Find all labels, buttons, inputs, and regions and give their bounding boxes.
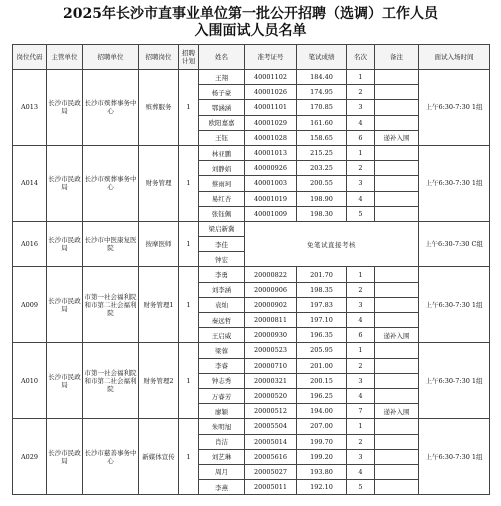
cell-remark (375, 419, 419, 434)
cell-name: 周月 (199, 464, 245, 479)
cell-post-code: A010 (13, 343, 47, 419)
cell-rank: 2 (347, 161, 375, 176)
cell-remark (375, 206, 419, 221)
table-row (13, 419, 490, 434)
cell-post: 新媒体宣传 (139, 419, 179, 495)
cell-name: 张钰佩 (199, 206, 245, 221)
header-dept: 主管单位 (47, 45, 83, 70)
cell-score: 201.00 (297, 358, 347, 373)
header-post: 招聘岗位 (139, 45, 179, 70)
cell-name: 万睿芳 (199, 388, 245, 403)
cell-score: 174.95 (297, 85, 347, 100)
cell-rank: 3 (347, 100, 375, 115)
cell-score: 192.10 (297, 480, 347, 495)
cell-name: 钟志秀 (199, 373, 245, 388)
cell-name: 肖洁 (199, 434, 245, 449)
cell-score: 198.90 (297, 191, 347, 206)
cell-ticket: 40001003 (245, 176, 297, 191)
cell-name: 刘艺琳 (199, 449, 245, 464)
cell-unit: 长沙市殡葬事务中心 (83, 70, 139, 146)
cell-remark: 递补入围 (375, 130, 419, 145)
cell-score: 201.70 (297, 267, 347, 282)
cell-remark (375, 464, 419, 479)
cell-remark (375, 115, 419, 130)
cell-unit: 长沙市殡葬事务中心 (83, 145, 139, 221)
header-name: 姓名 (199, 45, 245, 70)
table-row (13, 70, 490, 85)
cell-ticket: 40001009 (245, 206, 297, 221)
table-row (13, 145, 490, 160)
cell-remark (375, 373, 419, 388)
header-unit: 招聘单位 (83, 45, 139, 70)
table-row (13, 221, 490, 236)
cell-remark (375, 480, 419, 495)
cell-unit: 长沙市中医康复医院 (83, 221, 139, 267)
cell-interview-time: 上午6:30-7:30 1组 (419, 70, 490, 146)
table-row (13, 267, 490, 282)
cell-name: 王翔 (199, 70, 245, 85)
cell-score: 200.15 (297, 373, 347, 388)
cell-score: 158.65 (297, 130, 347, 145)
cell-score: 184.40 (297, 70, 347, 85)
cell-score: 197.10 (297, 313, 347, 328)
cell-name: 杨子豪 (199, 85, 245, 100)
cell-ticket: 40000926 (245, 161, 297, 176)
cell-remark (375, 449, 419, 464)
cell-ticket: 20005027 (245, 464, 297, 479)
cell-dept: 长沙市民政局 (47, 419, 83, 495)
header-row (13, 45, 490, 70)
cell-post-code: A029 (13, 419, 47, 495)
cell-rank: 4 (347, 464, 375, 479)
table-row (13, 343, 490, 358)
cell-name: 李勇 (199, 267, 245, 282)
cell-remark (375, 434, 419, 449)
cell-name: 蔡雨珂 (199, 176, 245, 191)
cell-interview-time: 上午6:30-7:30 C组 (419, 221, 490, 267)
cell-post: 财务管理2 (139, 343, 179, 419)
cell-remark (375, 85, 419, 100)
cell-post: 殡葬服务 (139, 70, 179, 146)
cell-score: 198.35 (297, 282, 347, 297)
cell-score: 170.85 (297, 100, 347, 115)
cell-rank: 4 (347, 388, 375, 403)
header-interview: 面试入场时间 (419, 45, 490, 70)
cell-rank: 2 (347, 85, 375, 100)
cell-dept: 长沙市民政局 (47, 70, 83, 146)
cell-remark (375, 70, 419, 85)
cell-remark (375, 358, 419, 373)
cell-score: 194.00 (297, 404, 347, 419)
cell-rank: 3 (347, 373, 375, 388)
cell-name: 朱明旭 (199, 419, 245, 434)
cell-remark (375, 313, 419, 328)
cell-unit: 长沙市慈善事务中心 (83, 419, 139, 495)
header-ticket: 准考证号 (245, 45, 297, 70)
cell-ticket: 20000930 (245, 328, 297, 343)
cell-name: 刘静娟 (199, 161, 245, 176)
cell-ticket: 40001026 (245, 85, 297, 100)
cell-interview-time: 上午6:30-7:30 1组 (419, 267, 490, 343)
cell-plan: 1 (179, 343, 199, 419)
cell-rank: 1 (347, 343, 375, 358)
cell-score: 199.70 (297, 434, 347, 449)
cell-interview-time: 上午6:30-7:30 1组 (419, 419, 490, 495)
cell-ticket: 20000512 (245, 404, 297, 419)
cell-name: 王启威 (199, 328, 245, 343)
cell-post: 按摩医师 (139, 221, 179, 267)
cell-rank: 6 (347, 130, 375, 145)
cell-remark (375, 267, 419, 282)
header-plan: 招聘计划 (179, 45, 199, 70)
document-title-line2: 入围面试人员名单 (194, 23, 307, 39)
cell-name: 李睿 (199, 358, 245, 373)
cell-score: 198.30 (297, 206, 347, 221)
cell-remark (375, 191, 419, 206)
cell-plan: 1 (179, 221, 199, 267)
cell-interview-time: 上午6:30-7:30 1组 (419, 145, 490, 221)
cell-ticket: 20005616 (245, 449, 297, 464)
cell-score: 193.80 (297, 464, 347, 479)
header-code: 岗位代码 (13, 45, 47, 70)
cell-rank: 7 (347, 404, 375, 419)
candidate-table (12, 44, 490, 495)
cell-ticket: 40001102 (245, 70, 297, 85)
cell-ticket: 20000902 (245, 297, 297, 312)
cell-score: 203.25 (297, 161, 347, 176)
cell-score: 196.35 (297, 328, 347, 343)
cell-ticket: 20000822 (245, 267, 297, 282)
cell-remark (375, 161, 419, 176)
cell-name: 廖颖 (199, 404, 245, 419)
cell-rank: 3 (347, 176, 375, 191)
cell-rank: 1 (347, 419, 375, 434)
document-title-line1: 2025年长沙市直事业单位第一批公开招聘（选调）工作人员 (63, 6, 438, 22)
header-score: 笔试成绩 (297, 45, 347, 70)
cell-rank: 3 (347, 449, 375, 464)
cell-name: 王钰 (199, 130, 245, 145)
cell-rank: 1 (347, 267, 375, 282)
cell-ticket: 20000811 (245, 313, 297, 328)
cell-rank: 2 (347, 434, 375, 449)
cell-score: 200.55 (297, 176, 347, 191)
cell-plan: 1 (179, 267, 199, 343)
cell-score: 196.25 (297, 388, 347, 403)
cell-score: 205.95 (297, 343, 347, 358)
cell-remark (375, 100, 419, 115)
cell-name: 钟宏 (199, 252, 245, 267)
cell-name: 鄂涵涵 (199, 100, 245, 115)
cell-dept: 长沙市民政局 (47, 221, 83, 267)
cell-rank: 5 (347, 480, 375, 495)
cell-name: 易红杏 (199, 191, 245, 206)
cell-remark (375, 343, 419, 358)
cell-plan: 1 (179, 145, 199, 221)
cell-post: 财务管理 (139, 145, 179, 221)
cell-rank: 4 (347, 313, 375, 328)
cell-score: 197.83 (297, 297, 347, 312)
cell-name: 欧阳嘉嘉 (199, 115, 245, 130)
cell-rank: 6 (347, 328, 375, 343)
cell-name: 林亚鹏 (199, 145, 245, 160)
cell-remark (375, 176, 419, 191)
cell-name: 李燕 (199, 480, 245, 495)
cell-merged-note: 免笔试直接考核 (245, 221, 419, 267)
cell-remark (375, 297, 419, 312)
cell-remark: 递补入围 (375, 328, 419, 343)
cell-ticket: 20000906 (245, 282, 297, 297)
cell-plan: 1 (179, 419, 199, 495)
cell-dept: 长沙市民政局 (47, 267, 83, 343)
cell-unit: 市第一社会福利院和市第二社会福利院 (83, 267, 139, 343)
cell-name: 梁启新冀 (199, 221, 245, 236)
cell-score: 161.60 (297, 115, 347, 130)
cell-ticket: 20005011 (245, 480, 297, 495)
cell-plan: 1 (179, 70, 199, 146)
cell-ticket: 40001028 (245, 130, 297, 145)
cell-ticket: 40001013 (245, 145, 297, 160)
cell-post-code: A016 (13, 221, 47, 267)
table-body (13, 70, 490, 495)
cell-rank: 2 (347, 358, 375, 373)
cell-remark (375, 388, 419, 403)
cell-ticket: 20000523 (245, 343, 297, 358)
cell-name: 刘李涵 (199, 282, 245, 297)
cell-name: 李佳 (199, 237, 245, 252)
cell-ticket: 20005014 (245, 434, 297, 449)
cell-score: 215.25 (297, 145, 347, 160)
cell-ticket: 20000710 (245, 358, 297, 373)
cell-ticket: 40001101 (245, 100, 297, 115)
cell-rank: 4 (347, 191, 375, 206)
cell-remark: 递补入围 (375, 404, 419, 419)
cell-interview-time: 上午6:30-7:30 1组 (419, 343, 490, 419)
cell-name: 梁蓉 (199, 343, 245, 358)
cell-name: 秦远哲 (199, 313, 245, 328)
cell-score: 207.00 (297, 419, 347, 434)
cell-rank: 2 (347, 282, 375, 297)
cell-rank: 3 (347, 297, 375, 312)
cell-remark (375, 282, 419, 297)
cell-post-code: A013 (13, 70, 47, 146)
cell-post-code: A009 (13, 267, 47, 343)
cell-post: 财务管理1 (139, 267, 179, 343)
cell-rank: 5 (347, 206, 375, 221)
cell-ticket: 40001019 (245, 191, 297, 206)
cell-post-code: A014 (13, 145, 47, 221)
cell-ticket: 20000520 (245, 388, 297, 403)
cell-unit: 市第一社会福利院和市第二社会福利院 (83, 343, 139, 419)
cell-rank: 4 (347, 115, 375, 130)
cell-dept: 长沙市民政局 (47, 343, 83, 419)
cell-ticket: 20005504 (245, 419, 297, 434)
cell-score: 199.20 (297, 449, 347, 464)
cell-dept: 长沙市民政局 (47, 145, 83, 221)
header-rank: 名次 (347, 45, 375, 70)
cell-rank: 1 (347, 70, 375, 85)
cell-rank: 1 (347, 145, 375, 160)
cell-remark (375, 145, 419, 160)
cell-name: 袁灿 (199, 297, 245, 312)
cell-ticket: 20000321 (245, 373, 297, 388)
header-remark: 备注 (375, 45, 419, 70)
cell-ticket: 40001029 (245, 115, 297, 130)
